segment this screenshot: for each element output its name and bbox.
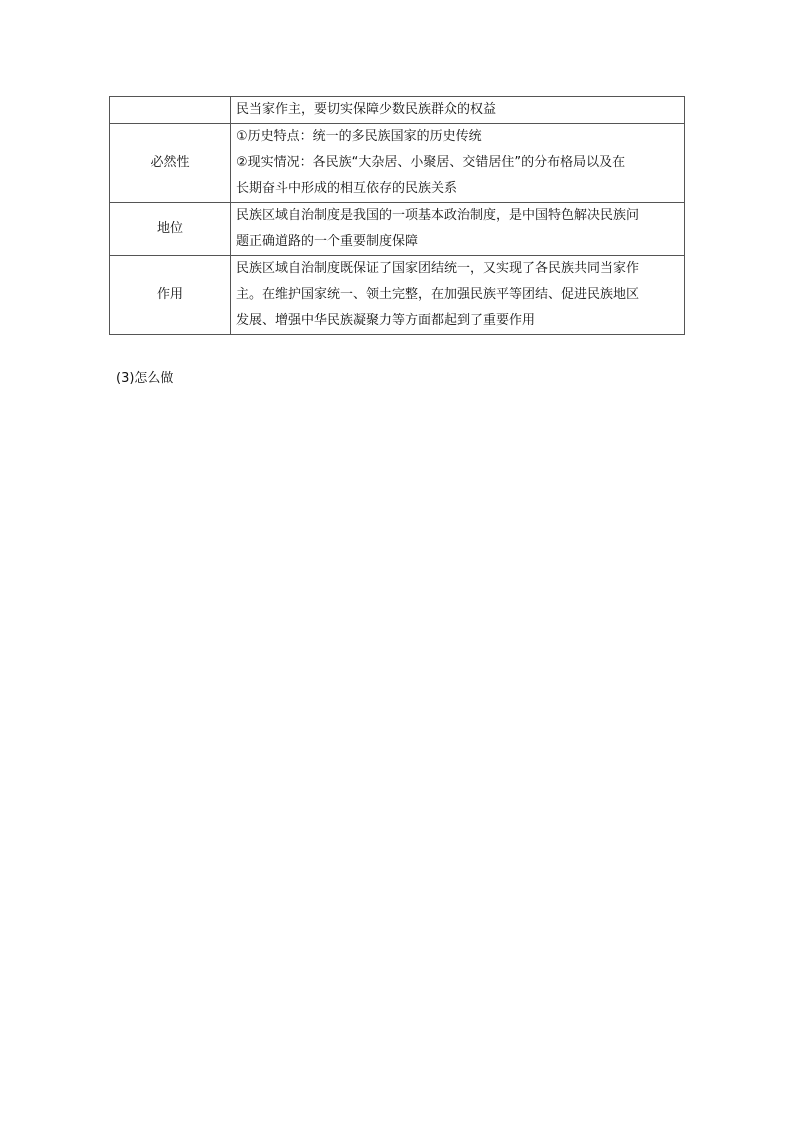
content-line: 民族区域自治制度是我国的一项基本政治制度，是中国特色解决民族问 xyxy=(236,208,640,223)
content-line: ①历史特点：统一的多民族国家的历史传统 xyxy=(236,129,482,144)
row-content xyxy=(231,203,685,256)
content-line: 发展、增强中华民族凝聚力等方面都起到了重要作用 xyxy=(236,313,536,328)
row-content xyxy=(231,124,685,203)
content-line: 题正确道路的一个重要制度保障 xyxy=(236,234,419,249)
content-line: 民当家作主，要切实保障少数民族群众的权益 xyxy=(236,102,497,117)
content-line: 主。在维护国家统一、领土完整，在加强民族平等团结、促进民族地区 xyxy=(236,287,640,302)
table-row xyxy=(110,256,685,335)
table-row xyxy=(110,203,685,256)
ethnic-autonomy-table xyxy=(109,96,685,335)
section-heading: (3)怎么做 xyxy=(116,371,174,386)
row-label: 作用 xyxy=(110,256,231,335)
row-label: 地位 xyxy=(110,203,231,256)
table-row xyxy=(110,124,685,203)
row-content xyxy=(231,256,685,335)
content-line: 民族区域自治制度既保证了国家团结统一，又实现了各民族共同当家作 xyxy=(236,261,640,276)
content-line: ②现实情况：各民族“大杂居、小聚居、交错居住”的分布格局以及在 xyxy=(236,155,626,170)
row-content xyxy=(231,97,685,124)
row-label: 必然性 xyxy=(110,124,231,203)
content-line: 长期奋斗中形成的相互依存的民族关系 xyxy=(236,181,458,196)
row-label xyxy=(110,97,231,124)
table-row xyxy=(110,97,685,124)
